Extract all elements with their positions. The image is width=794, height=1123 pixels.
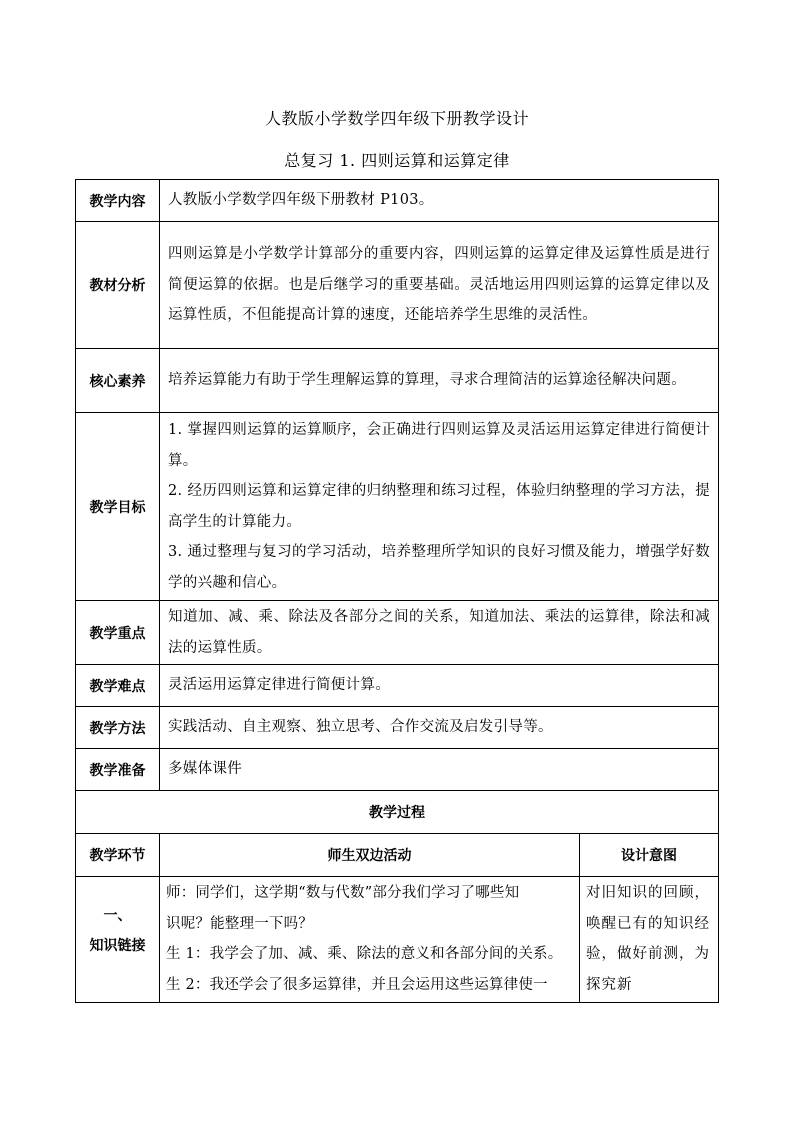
stage-1-label: [76, 877, 160, 1003]
row-methods: [76, 707, 719, 749]
document-title: 人教版小学数学四年级下册教学设计: [264, 109, 529, 128]
row-teaching-content: [76, 180, 719, 222]
row-teaching-goals: [76, 413, 719, 601]
header-stage: 教学环节: [76, 834, 160, 877]
value-preparation: 多媒体课件: [160, 749, 719, 791]
goal-item: 2. 经历四则运算和运算定律的归纳整理和练习过程，体验归纳整理的学习方法，提高学生的计算能力。: [168, 483, 711, 530]
stage-1-intent: 对旧知识的回顾，唤醒已有的知识经验，做好前测，为探究新: [580, 877, 719, 1003]
activity-line: 识呢？能整理一下吗？: [166, 915, 313, 932]
stage-1-number: 一、: [103, 908, 132, 924]
value-teaching-goals: [160, 413, 719, 601]
value-core-literacy: 培养运算能力有助于学生理解运算的算理，寻求合理简洁的运算途径解决问题。: [160, 349, 719, 413]
label-key-points: 教学重点: [76, 601, 160, 665]
label-core-literacy: 核心素养: [76, 349, 160, 413]
activity-line: 师：同学们，这学期“数与代数”部分我们学习了哪些知: [166, 885, 520, 901]
label-material-analysis: 教材分析: [76, 222, 160, 349]
header-intent: 设计意图: [580, 834, 719, 877]
label-teaching-content: 教学内容: [76, 180, 160, 222]
row-difficulties: [76, 665, 719, 707]
value-key-points: 知道加、减、乘、除法及各部分之间的关系，知道加法、乘法的运算律，除法和减法的运算性质。: [160, 601, 719, 665]
label-teaching-goals: 教学目标: [76, 413, 160, 601]
row-process-section: [76, 791, 719, 834]
value-teaching-content: 人教版小学数学四年级下册教材 P103。: [160, 180, 719, 222]
header-activity: 师生双边活动: [160, 834, 580, 877]
row-stage-1: [76, 877, 719, 1003]
row-process-headers: [76, 834, 719, 877]
value-difficulties: 灵活运用运算定律进行简便计算。: [160, 665, 719, 707]
row-core-literacy: [76, 349, 719, 413]
label-preparation: 教学准备: [76, 749, 160, 791]
process-section-title: 教学过程: [76, 791, 719, 834]
activity-line: 生 1：我学会了加、减、乘、除法的意义和各部分间的关系。: [166, 946, 563, 962]
row-preparation: [76, 749, 719, 791]
stage-1-name: 知识链接: [89, 938, 146, 954]
lesson-plan-table: [75, 179, 719, 1003]
value-methods: 实践活动、自主观察、独立思考、合作交流及启发引导等。: [160, 707, 719, 749]
goal-item: 1. 掌握四则运算的运算顺序，会正确进行四则运算及灵活运用运算定律进行简便计算。: [168, 422, 711, 469]
value-material-analysis: 四则运算是小学数学计算部分的重要内容，四则运算的运算定律及运算性质是进行简便运算的依据。也是后继学习的重要基础。灵活地运用四则运算的运算定律以及运算性质，不但能提高计算的速度，还能培养学生思维的灵活性。: [160, 222, 719, 349]
label-difficulties: 教学难点: [76, 665, 160, 707]
goal-item: 3. 通过整理与复习的学习活动，培养整理所学知识的良好习惯及能力，增强学好数学的兴趣和信心。: [168, 544, 711, 591]
label-methods: 教学方法: [76, 707, 160, 749]
document-subtitle: 总复习 1. 四则运算和运算定律: [284, 151, 510, 170]
row-material-analysis: [76, 222, 719, 349]
row-key-points: [76, 601, 719, 665]
stage-1-activity: [160, 877, 580, 1003]
activity-line: 生 2：我还学会了很多运算律，并且会运用这些运算律使一: [166, 976, 548, 993]
